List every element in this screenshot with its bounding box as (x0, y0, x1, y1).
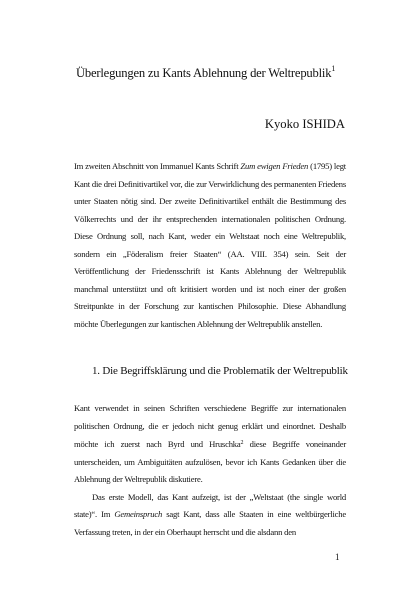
abstract-paragraph (74, 158, 346, 333)
paragraph2-text-1: Das erste Modell, das Kant aufzeigt, ist der „Weltstaat (the single world state)“. Im (74, 491, 346, 519)
abstract-italic-title: Zum ewigen Frieden (240, 161, 309, 171)
paragraph1-text-1: Kant verwendet in seinen Schriften verschiedene Begriffe zur internationalen politischen Ordnung, die er jedoch nicht genug erklärt und einordnet. Deshalb möchte ich zuerst nach Byrd und Hruschka (74, 403, 346, 449)
section-heading: 1. Die Begriffsklärung und die Problematik der Weltrepublik (92, 365, 348, 377)
section-body (74, 400, 346, 541)
section-paragraph-2 (74, 489, 346, 542)
footnote-mark-2[interactable]: 2 (240, 440, 244, 446)
author-name: Kyoko ISHIDA (264, 117, 345, 131)
abstract-text-2: (1795) legt Kant die drei Definitivartikel vor, die zur Verwirklichung des permanenten Friedens unter Staaten nötig sind. Der zweite Definitivartikel enthält die Bestimmung des Völkerrechts und der ihr entsprechenden internationalen politischen Ordnung. Diese Ordnung soll, nach Kant, weder ein Weltstaat noch eine Weltrepublik, sondern ein „Föderalism freier Staaten“ (AA. VIII. 354) sein. Seit der Veröffentlichung der Friedensschrift ist Kants Ablehnung der Weltrepublik manchmal unterstützt und oft kritisiert worden und ist noch einer der großen Streitpunkte in der Forschung zur kantischen Philosophie. Diese Abhandlung möchte Überlegungen zur kantischen Ablehnung der Weltrepublik anstellen. (74, 161, 346, 329)
abstract-text-1: Im zweiten Abschnitt von Immanuel Kants Schrift (74, 161, 241, 171)
paragraph1-text-2: diese Begriffe voneinander unterscheiden, um Ambiguitäten aufzulösen, bevor ich Kants Gedanken über die Ablehnung der Weltrepublik diskutiere. (74, 439, 346, 484)
paragraph2-italic: Gemeinspruch (114, 509, 163, 519)
paper-title-text: Überlegungen zu Kants Ablehnung der Weltrepublik (76, 66, 332, 80)
paragraph2-text-2: sagt Kant, dass alle Staaten in eine weltbürgerliche Verfassung treten, in der ein Oberhaupt herrscht und die alsdann den (74, 509, 346, 537)
title-footnote-mark[interactable]: 1 (331, 64, 336, 73)
section-paragraph-1 (74, 400, 346, 489)
abstract (74, 158, 346, 333)
paper-title (76, 64, 376, 81)
page-number: 1 (335, 552, 340, 562)
